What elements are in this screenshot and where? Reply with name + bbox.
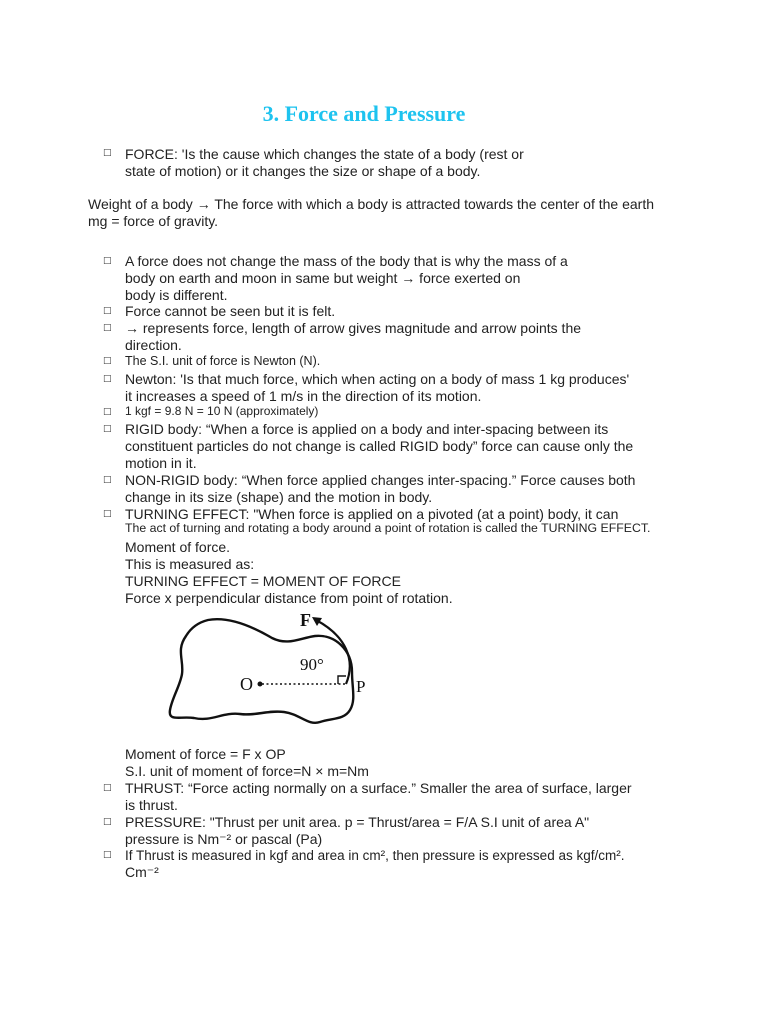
- bullet-icon: □: [103, 509, 112, 519]
- turning-more-line: Force x perpendicular distance from point of rotation.: [125, 590, 453, 606]
- bullet-icon: □: [103, 256, 112, 266]
- label-p: P: [356, 677, 366, 696]
- turning-effect-definition: The act of turning and rotating a body around a point of rotation is called the TURNING EFFECT.: [125, 521, 651, 535]
- thrust-item-line: is thrust.: [125, 797, 178, 813]
- bullet-icon: □: [103, 374, 112, 384]
- arrow-item-line: → represents force, length of arrow gives magnitude and arrow points the: [125, 320, 582, 336]
- turning-more-line: Moment of force.: [125, 539, 231, 555]
- bullet-icon: □: [103, 148, 112, 158]
- non-rigid-item-line: NON-RIGID body: “When force applied changes inter-spacing.” Force causes both: [125, 472, 636, 488]
- label-f: F: [300, 610, 311, 630]
- moment-of-force-diagram: [160, 610, 400, 750]
- si-unit-item: The S.I. unit of force is Newton (N).: [125, 354, 321, 368]
- bullet-icon: □: [103, 306, 112, 316]
- right-angle-marker: [338, 676, 346, 684]
- page-title: 3. Force and Pressure: [262, 101, 466, 126]
- felt-item: Force cannot be seen but it is felt.: [125, 303, 336, 319]
- newton-item-line: Newton: 'Is that much force, which when acting on a body of mass 1 kg produces': [125, 371, 630, 387]
- rigid-item-line: constituent particles do not change is called RIGID body” force can cause only the: [125, 438, 634, 454]
- bullet-icon: □: [103, 850, 112, 860]
- bullet-icon: □: [103, 783, 112, 793]
- weight-paragraph-line: mg = force of gravity.: [88, 213, 219, 229]
- mass-item-line: body on earth and moon in same but weight → force exerted on: [125, 270, 521, 286]
- rigid-item-line: motion in it.: [125, 455, 197, 471]
- kgf-area-item-line: If Thrust is measured in kgf and area in cm², then pressure is expressed as kgf/cm².: [125, 848, 625, 863]
- force-def-line: state of motion) or it changes the size or shape of a body.: [125, 163, 481, 179]
- mass-item-line: A force does not change the mass of the body that is why the mass of a: [125, 253, 568, 269]
- bullet-icon: □: [103, 424, 112, 434]
- bullet-icon: □: [103, 356, 112, 366]
- non-rigid-item-line: change in its size (shape) and the motion in body.: [125, 489, 433, 505]
- rigid-item-line: RIGID body: “When a force is applied on a body and inter-spacing between its: [125, 421, 609, 437]
- pivot-point-o: [258, 682, 263, 687]
- pressure-item-line: pressure is Nm⁻² or pascal (Pa): [125, 831, 323, 847]
- bullet-icon: □: [103, 475, 112, 485]
- label-angle: 90°: [300, 655, 324, 674]
- bullet-icon: □: [103, 817, 112, 827]
- bullet-icon: □: [103, 323, 112, 333]
- label-o: O: [240, 674, 253, 694]
- rigid-body-outline: [170, 619, 354, 723]
- turning-more-line: This is measured as:: [125, 556, 255, 572]
- mass-item-line: body is different.: [125, 287, 228, 303]
- weight-paragraph-line: Weight of a body → The force with which a body is attracted towards the center of the earth: [88, 196, 655, 212]
- turning-item: TURNING EFFECT: "When force is applied on a pivoted (at a point) body, it can: [125, 506, 619, 522]
- kgf-item: 1 kgf = 9.8 N = 10 N (approximately): [125, 404, 319, 418]
- pressure-item-line: PRESSURE: "Thrust per unit area. p = Thrust/area = F/A S.I unit of area A": [125, 814, 590, 830]
- moment-line: S.I. unit of moment of force=N × m=Nm: [125, 763, 369, 779]
- force-def-line: FORCE: 'Is the cause which changes the state of a body (rest or: [125, 146, 524, 162]
- kgf-area-item-line: Cm⁻²: [125, 864, 159, 880]
- bullet-icon: □: [103, 407, 112, 417]
- force-arrow-shaft: [316, 620, 350, 684]
- arrow-item-line: direction.: [125, 337, 182, 353]
- newton-item-line: it increases a speed of 1 m/s in the direction of its motion.: [125, 388, 482, 404]
- thrust-item-line: THRUST: “Force acting normally on a surface.” Smaller the area of surface, larger: [125, 780, 632, 796]
- moment-line: Moment of force = F x OP: [125, 746, 286, 762]
- turning-more-line: TURNING EFFECT = MOMENT OF FORCE: [125, 573, 401, 589]
